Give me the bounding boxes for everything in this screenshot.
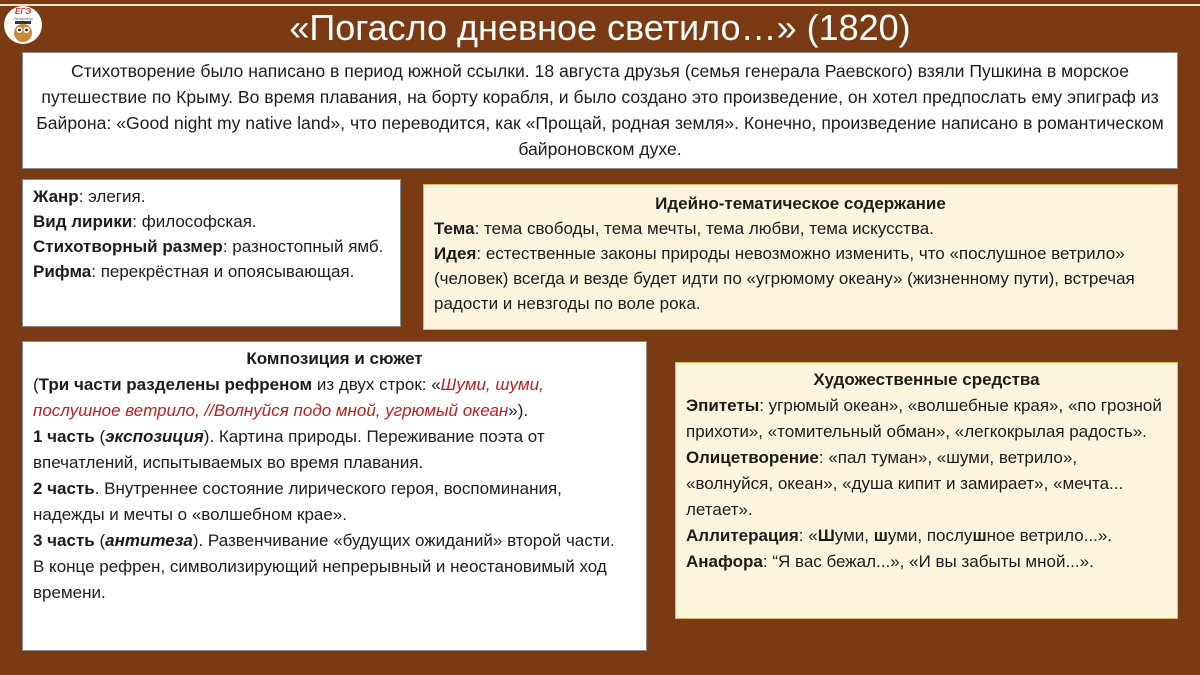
rhyme-line: [33, 259, 390, 284]
alliteration-line: [686, 523, 1167, 549]
refrain-bold: Три части разделены рефреном: [38, 375, 313, 394]
allit-bold: Ш: [817, 526, 835, 545]
theme-line: [434, 216, 1167, 241]
kind-label: Вид лирики: [33, 212, 133, 231]
idea-value: : естественные законы природы невозможно изменить, что «послушное ветрило» (человек) всегда и везде будет идти по «угрюмому океану» (жизненному пути), встречая радости и невзгоды по воле рока.: [434, 244, 1135, 313]
refrain-quote: Шуми, шуми, послушное ветрило, //Волнуйся подо мной, угрюмый океан: [33, 375, 544, 420]
part3-open: (: [94, 531, 106, 550]
rhyme-label: Рифма: [33, 262, 92, 281]
part2-line: [33, 476, 636, 528]
epithets-label: Эпитеты: [686, 396, 760, 415]
meter-line: [33, 234, 390, 259]
part1-open: (: [94, 427, 106, 446]
genre-line: [33, 184, 390, 209]
allit-part: : «: [798, 526, 818, 545]
logo-text: ЕГЭ: [15, 7, 31, 16]
part1-term: экспозиция: [105, 427, 204, 446]
theme-value: : тема свободы, тема мечты, тема любви, тема искусства.: [474, 219, 934, 238]
genre-label: Жанр: [33, 187, 79, 206]
genre-value: : элегия.: [78, 187, 146, 206]
alliteration-label: Аллитерация: [686, 526, 799, 545]
part1-line: [33, 424, 636, 476]
part2-label: 2 часть: [33, 479, 95, 498]
epithets-line: [686, 393, 1167, 445]
art-means-box: [675, 362, 1178, 619]
page-title: «Погасло дневное светило…» (1820): [289, 7, 911, 48]
allit-part: уми,: [834, 526, 874, 545]
allit-bold: ш: [873, 526, 888, 545]
ideas-heading: Идейно-тематическое содержание: [655, 194, 946, 213]
personification-line: [686, 445, 1167, 523]
intro-text: Стихотворение было написано в период южной ссылки. 18 августа друзья (семья генерала Раевского) взяли Пушкина в морское путешествие по Крыму. Во время плавания, на борту корабля, и было создано это произведение, он хотел предпослать ему эпиграф из Байрона: «Good night my native land», что переводится, как «Прощай, родная земля». Конечно, произведение написано в романтическом байроновском духе.: [36, 61, 1164, 159]
part1-text: ). Картина природы. Переживание поэта от впечатлений, испытываемых во время плавания.: [33, 427, 545, 472]
idea-label: Идея: [434, 244, 477, 263]
part3-term: антитеза: [105, 531, 193, 550]
kind-value: : философская.: [132, 212, 257, 231]
ideas-box: [423, 184, 1178, 330]
anaphora-label: Анафора: [686, 552, 763, 571]
epithets-value: : угрюмый океан», «волшебные края», «по грозной прихоти», «томительный обман», «легкокрылая радость».: [686, 396, 1162, 441]
meter-label: Стихотворный размер: [33, 237, 223, 256]
genre-box: [22, 179, 401, 327]
intro-box: [22, 52, 1178, 169]
allit-bold: ш: [972, 526, 987, 545]
idea-line: [434, 241, 1167, 316]
personification-value: : «пал туман», «шуми, ветрило», «волнуйся, океан», «душа кипит и замирает», «мечта... летает».: [686, 448, 1124, 519]
anaphora-line: [686, 549, 1167, 575]
refrain-line: [33, 372, 636, 424]
meter-value: : разностопный ямб.: [222, 237, 384, 256]
part2-text: . Внутреннее состояние лирического героя, воспоминания, надежды и мечты о «волшебном крае».: [33, 479, 562, 524]
rhyme-value: : перекрёстная и опоясывающая.: [91, 262, 355, 281]
logo-subtext: Литератор: [13, 16, 33, 21]
ending-line: В конце рефрен, символизирующий непрерывный и неостановимый ход времени.: [33, 557, 607, 602]
allit-part: ное ветрило...».: [986, 526, 1113, 545]
refrain-text: из двух строк: «: [312, 375, 441, 394]
composition-box: [22, 341, 647, 651]
part1-label: 1 часть: [33, 427, 95, 446]
part3-text: ). Развенчивание «будущих ожиданий» второй части.: [192, 531, 615, 550]
theme-label: Тема: [434, 219, 475, 238]
allit-part: уми, послу: [887, 526, 973, 545]
refrain-close: »).: [508, 401, 529, 420]
anaphora-value: : “Я вас бежал...», «И вы забыты мной...».: [762, 552, 1094, 571]
art-heading: Художественные средства: [813, 370, 1040, 389]
part3-line: [33, 528, 636, 554]
kind-line: [33, 209, 390, 234]
part3-label: 3 часть: [33, 531, 95, 550]
composition-heading: Композиция и сюжет: [246, 349, 423, 368]
personification-label: Олицетворение: [686, 448, 819, 467]
refrain-open: (: [33, 375, 39, 394]
